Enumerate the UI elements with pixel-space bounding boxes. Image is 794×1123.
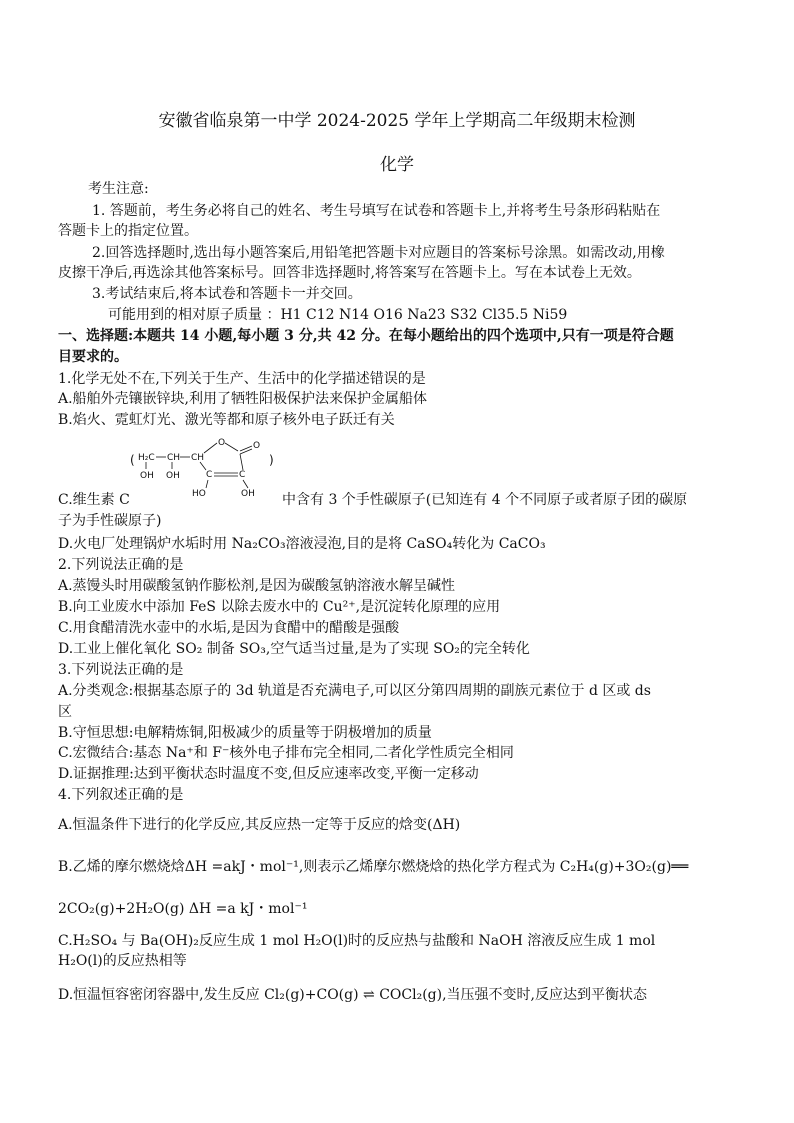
q2-option-d: D.工业上催化氧化 SO₂ 制备 SO₃,空气适当过量,是为了实现 SO₂的完全转化 (58, 641, 530, 657)
section-heading-cont: 目要求的。 (58, 349, 128, 365)
notice-item-1: 1. 答题前，考生务必将自己的姓名、考生号填写在试卷和答题卡上,并将考生号条形码粘贴在 (92, 203, 661, 219)
q4-stem: 4.下列叙述正确的是 (58, 787, 184, 803)
q3-option-c: C.宏微结合:基态 Na⁺和 F⁻核外电子排布完全相同,二者化学性质完全相同 (58, 745, 514, 761)
q4-option-b: B.乙烯的摩尔燃烧焓ΔH =akJ・mol⁻¹,则表示乙烯摩尔燃烧焓的热化学方程式为 C₂H₄(g)+3O₂(g)══ (58, 859, 689, 875)
struct-ch-ring: CH (191, 453, 205, 463)
q4-option-b-cont: 2CO₂(g)+2H₂O(g) ΔH =a kJ・mol⁻¹ (58, 901, 308, 917)
q3-stem: 3.下列说法正确的是 (58, 662, 184, 678)
struct-o-carbonyl: O (253, 441, 261, 451)
struct-oh-3: OH (241, 489, 255, 499)
notice-item-2: 2.回答选择题时,选出每小题答案后,用铅笔把答题卡对应题目的答案标号涂黑。如需改动,用橡 (92, 245, 665, 261)
struct-c-left: C (206, 470, 213, 480)
exam-title: 安徽省临泉第一中学 2024-2025 学年上学期高二年级期末检测 (158, 111, 636, 131)
q2-option-c: C.用食醋清洗水壶中的水垢,是因为食醋中的醋酸是强酸 (58, 620, 400, 636)
q1-option-a: A.船舶外壳镶嵌锌块,利用了牺牲阳极保护法来保护金属船体 (58, 391, 428, 407)
q3-option-d: D.证据推理:达到平衡状态时温度不变,但反应速率改变,平衡一定移动 (58, 766, 479, 782)
notice-item-3: 3.考试结束后,将本试卷和答题卡一并交回。 (92, 286, 362, 302)
atomic-masses: 可能用到的相对原子质量 ：H1 C12 N14 O16 Na23 S32 Cl35.5 Ni59 (108, 307, 568, 323)
q2-option-b: B.向工业废水中添加 FeS 以除去废水中的 Cu²⁺,是沉淀转化原理的应用 (58, 599, 501, 615)
q4-option-c: C.H₂SO₄ 与 Ba(OH)₂反应生成 1 mol H₂O(l)时的反应热与盐酸和 NaOH 溶液反应生成 1 mol (58, 933, 656, 949)
q1-option-b: B.焰火、霓虹灯光、激光等都和原子核外电子跃迁有关 (58, 412, 395, 428)
notice-item-2-cont: 皮擦干净后,再选涂其他答案标号。回答非选择题时,将答案写在答题卡上。写在本试卷上无效。 (58, 265, 641, 281)
q1-option-d: D.火电厂处理锅炉水垢时用 Na₂CO₃溶液浸泡,目的是将 CaSO₄转化为 CaCO₃ (58, 536, 546, 552)
q3-option-b: B.守恒思想:电解精炼铜,阳极减少的质量等于阴极增加的质量 (58, 725, 432, 741)
struct-c-right: C (239, 470, 246, 480)
struct-paren-right: ) (269, 453, 274, 467)
struct-oh-2: OH (166, 471, 180, 481)
q1-option-c-cont: 子为手性碳原子) (58, 513, 162, 529)
q1-option-c-prefix: C.维生素 C (58, 492, 130, 508)
q1-option-c-suffix: 中含有 3 个手性碳原子(已知连有 4 个不同原子或者原子团的碳原 (282, 492, 688, 508)
section-heading: 一、选择题:本题共 14 小题,每小题 3 分,共 42 分。在每小题给出的四个选项中,只有一项是符合题 (58, 328, 674, 344)
struct-h2c: H₂C (138, 453, 155, 463)
q2-option-a: A.蒸馒头时用碳酸氢钠作膨松剂,是因为碳酸氢钠溶液水解呈碱性 (58, 578, 456, 594)
q4-option-a: A.恒温条件下进行的化学反应,其反应热一定等于反应的焓变(ΔH) (58, 817, 461, 833)
notice-item-1-cont: 答题卡上的指定位置。 (58, 223, 198, 239)
struct-o-ring: O (218, 438, 226, 448)
notice-heading: 考生注意: (88, 181, 149, 197)
q3-option-a: A.分类观念:根据基态原子的 3d 轨道是否充满电子,可以区分第四周期的副族元素位于 d 区或 ds (58, 683, 651, 699)
q2-stem: 2.下列说法正确的是 (58, 557, 184, 573)
struct-paren-left: ( (130, 453, 135, 467)
vitamin-c-structure (128, 432, 278, 502)
q3-option-a-cont: 区 (58, 704, 72, 720)
struct-ch: CH (167, 453, 181, 463)
struct-ho: HO (192, 489, 206, 499)
struct-oh-1: OH (140, 471, 154, 481)
subject-title: 化学 (380, 155, 414, 175)
q4-option-c-cont: H₂O(l)的反应热相等 (58, 953, 187, 969)
q1-stem: 1.化学无处不在,下列关于生产、生活中的化学描述错误的是 (58, 371, 426, 387)
q4-option-d: D.恒温恒容密闭容器中,发生反应 Cl₂(g)+CO(g) ⇌ COCl₂(g),当压强不变时,反应达到平衡状态 (58, 987, 647, 1003)
